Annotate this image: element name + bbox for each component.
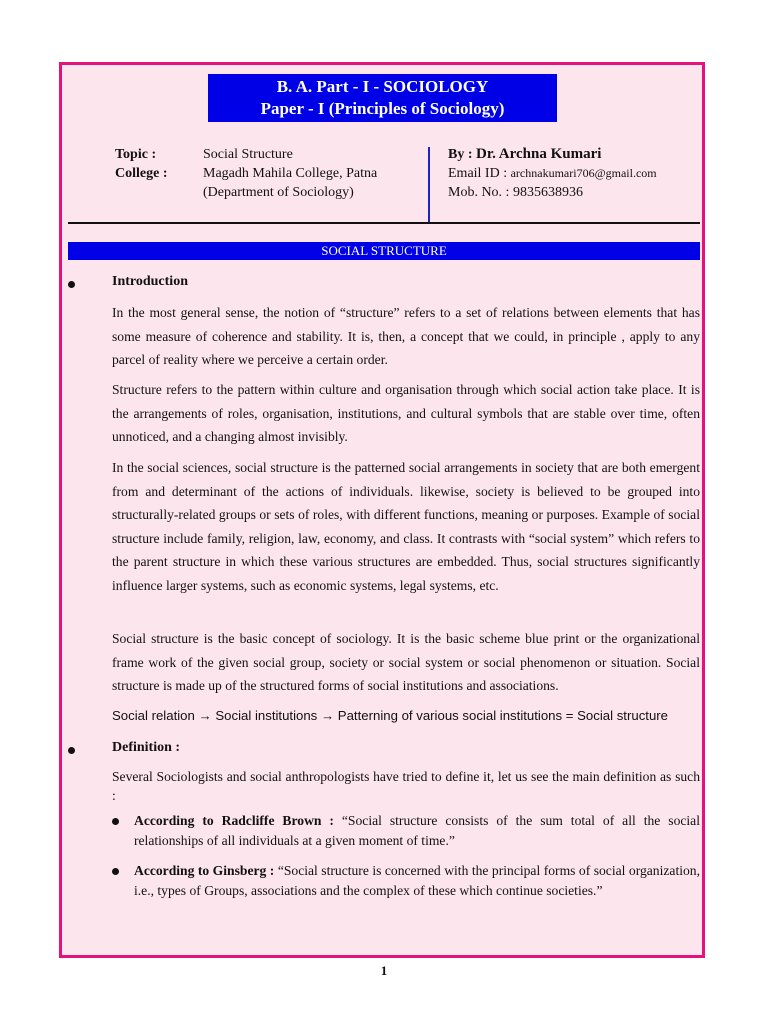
bullet-icon <box>68 747 75 754</box>
author-block <box>448 145 657 202</box>
intro-paragraph-1: In the most general sense, the notion of “structure” refers to a set of relations between elements that has some measure of coherence and stability. It is, then, a concept that we could, in principle , apply to any parcel of reality where we perceive a certain order. <box>112 305 700 367</box>
definition-radcliffe-brown <box>134 811 700 851</box>
topic-label-block <box>115 145 167 183</box>
intro-paragraph-4: Social structure is the basic concept of sociology. It is the basic scheme blue print or the organizational frame work of the given social group, society or social system or social phenomenon or situation. Social structure is made up of the structured forms of social institutions and associations. <box>112 631 700 693</box>
structure-flow <box>112 708 668 723</box>
author-name: Dr. Archna Kumari <box>476 146 602 162</box>
definition-ginsberg <box>134 861 700 901</box>
meta-divider <box>428 147 430 223</box>
introduction-heading: Introduction <box>112 274 188 289</box>
college-value: Magadh Mahila College, Patna <box>203 166 378 181</box>
intro-paragraph-3: In the social sciences, social structure is the patterned social arrangements in society that are both emergent from and determinant of the actions of individuals. likewise, society is believed to be grouped into structurally-related groups or sets of roles, with different functions, meaning or purposes. Example of social structure include family, religion, law, economy, and class. It contrasts with “social system” which refers to the parent structure in which these various structures are embedded. Thus, social structures significantly influence larger systems, such as economic systems, legal systems, etc. <box>112 460 700 593</box>
page-frame <box>59 62 705 958</box>
flow-social-institutions: Social institutions <box>215 708 318 723</box>
bullet-icon <box>112 868 119 875</box>
definition-author: According to Radcliffe Brown : <box>134 813 334 828</box>
department-value: (Department of Sociology) <box>203 185 354 200</box>
definition-intro: Several Sociologists and social anthropologists have tried to define it, let us see the main definition as such : <box>112 769 700 803</box>
flow-social-relation: Social relation <box>112 708 195 723</box>
email-label: Email ID : <box>448 166 508 181</box>
by-label: By : <box>448 147 473 162</box>
college-label: College : <box>115 166 168 181</box>
section-title: SOCIAL STRUCTURE <box>68 242 700 260</box>
mob-label: Mob. No. : <box>448 185 510 200</box>
definition-heading: Definition : <box>112 740 181 755</box>
header-rule <box>68 222 700 224</box>
definition-text: “Social structure consists of the sum total of all the social relationships of all individuals at a given moment of time.” <box>134 813 700 848</box>
page-number: 1 <box>380 963 388 978</box>
topic-value-block <box>203 145 377 202</box>
course-title-line1: B. A. Part - I - SOCIOLOGY <box>276 77 489 96</box>
bullet-icon <box>68 281 75 288</box>
topic-value: Social Structure <box>203 147 293 162</box>
topic-label: Topic : <box>115 147 157 162</box>
definition-text: “Social structure is concerned with the principal forms of social organization, i.e., types of Groups, associations and the complex of these which continue societies.” <box>134 863 700 898</box>
course-title-box <box>208 74 557 122</box>
bullet-icon <box>112 818 119 825</box>
intro-paragraph-2: Structure refers to the pattern within culture and organisation through which social action take place. It is the arrangements of roles, organisation, institutions, and cultural symbols that are stable over time, often unnoticed, and a changing almost invisibly. <box>112 382 700 444</box>
flow-patterning: Patterning of various social institutions = Social structure <box>337 708 669 723</box>
email-value[interactable]: archnakumari706@gmail.com <box>510 166 657 180</box>
mob-value: 9835638936 <box>512 185 583 200</box>
arrow-right-icon: → <box>198 708 212 723</box>
course-title-line2: Paper - I (Principles of Sociology) <box>260 99 505 118</box>
arrow-right-icon: → <box>320 708 335 723</box>
definition-author: According to Ginsberg : <box>134 863 275 878</box>
